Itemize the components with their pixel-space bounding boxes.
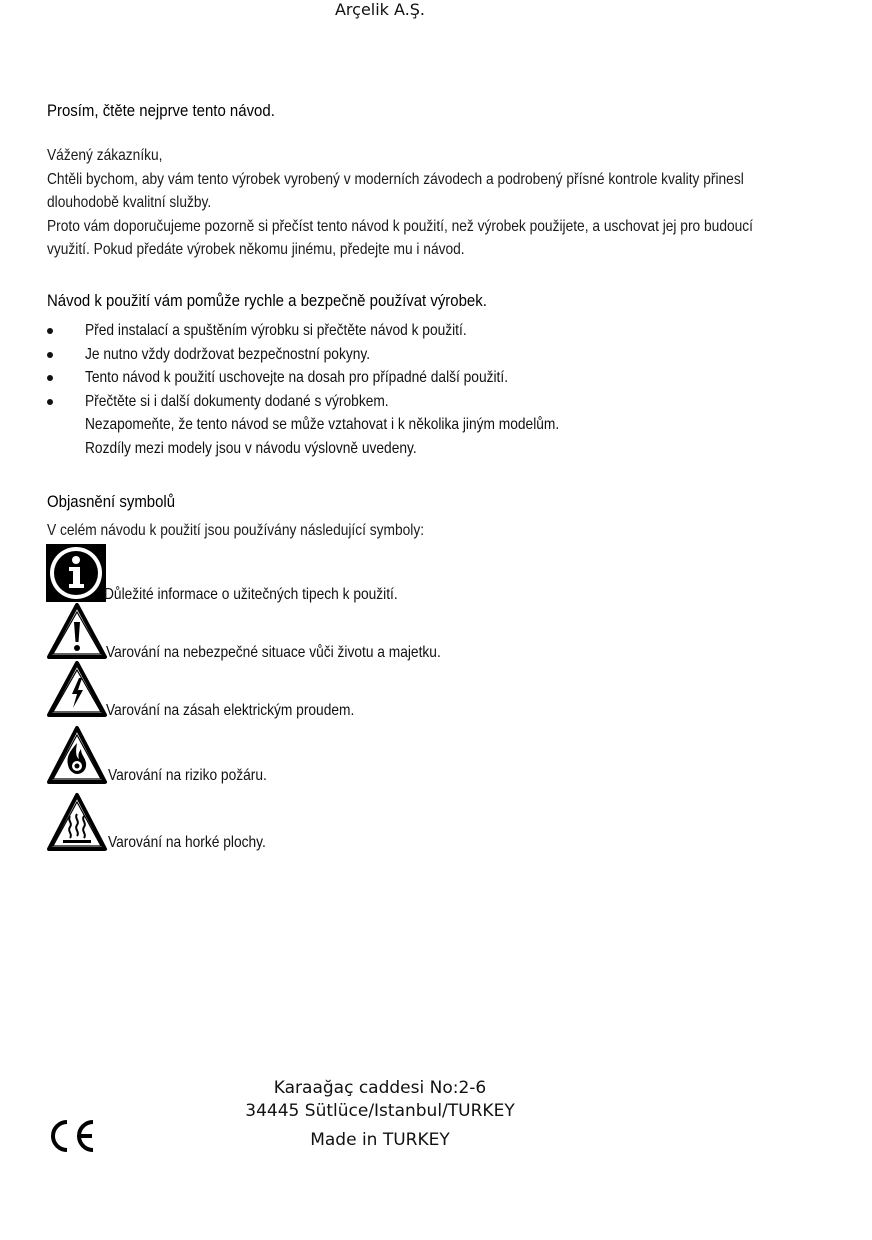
info-icon <box>46 544 106 602</box>
symbols-intro: V celém návodu k použití jsou používány následující symboly: <box>47 522 425 539</box>
greeting: Vážený zákazníku, <box>47 147 163 164</box>
symbols-title: Objasnění symbolů <box>47 492 176 511</box>
electric-shock-icon <box>46 660 108 718</box>
made-in: Made in TURKEY <box>310 1130 450 1150</box>
ce-mark-icon <box>46 1117 98 1155</box>
hot-surface-icon <box>46 792 108 852</box>
usage-title: Návod k použití vám pomůže rychle a bezpečně používat výrobek. <box>47 291 487 310</box>
symbol-warning <box>46 602 746 662</box>
list-item: Je nutno vždy dodržovat bezpečnostní pokyny. <box>47 343 847 367</box>
intro-paragraph-2: Proto vám doporučujeme pozorně si přečíst tento návod k použití, než výrobek použijete, a uschovat jej pro budoucí využití. Pokud předáte výrobek někomu jinému, předejte mu i návod. <box>47 217 753 258</box>
intro-text <box>47 144 787 262</box>
symbol-label: Varování na nebezpečné situace vůči životu a majetku. <box>106 644 441 661</box>
address-line-2: 34445 Sütlüce/Istanbul/TURKEY <box>245 1101 515 1121</box>
bullet-dot <box>47 352 53 358</box>
symbol-info <box>46 544 746 604</box>
usage-list <box>47 319 847 460</box>
intro-title: Prosím, čtěte nejprve tento návod. <box>47 101 275 120</box>
bullet-dot <box>47 328 53 334</box>
symbol-fire <box>46 725 746 785</box>
list-item: Tento návod k použití uschovejte na dosah pro případné další použití. <box>47 366 847 390</box>
symbol-label: Varování na riziko požáru. <box>108 767 267 784</box>
address-line-1: Karaağaç caddesi No:2-6 <box>273 1078 487 1098</box>
symbol-label: Varování na zásah elektrickým proudem. <box>106 702 355 719</box>
list-note: Rozdíly mezi modely jsou v návodu výslovně uvedeny. <box>85 439 417 457</box>
bullet-dot <box>47 399 53 405</box>
company-name: Arçelik A.Ş. <box>334 0 426 19</box>
list-item: Před instalací a spuštěním výrobku si přečtěte návod k použití. <box>47 319 847 343</box>
intro-paragraph-1: Chtěli bychom, aby vám tento výrobek vyrobený v moderních závodech a podrobený přísné kontrole kvality přinesl dlouhodobě kvalitní služby. <box>47 170 744 211</box>
list-note: Nezapomeňte, že tento návod se může vztahovat i k několika jiným modelům. <box>85 416 560 433</box>
warning-icon <box>46 602 108 660</box>
bullet-dot <box>47 375 53 381</box>
fire-hazard-icon <box>46 725 108 785</box>
symbol-electric <box>46 660 746 720</box>
symbol-label: Důležité informace o užitečných tipech k použití. <box>104 586 398 603</box>
list-item: Přečtěte si i další dokumenty dodané s výrobkem. <box>47 390 847 414</box>
symbol-label: Varování na horké plochy. <box>108 834 266 851</box>
symbol-hot-surface <box>46 792 746 852</box>
